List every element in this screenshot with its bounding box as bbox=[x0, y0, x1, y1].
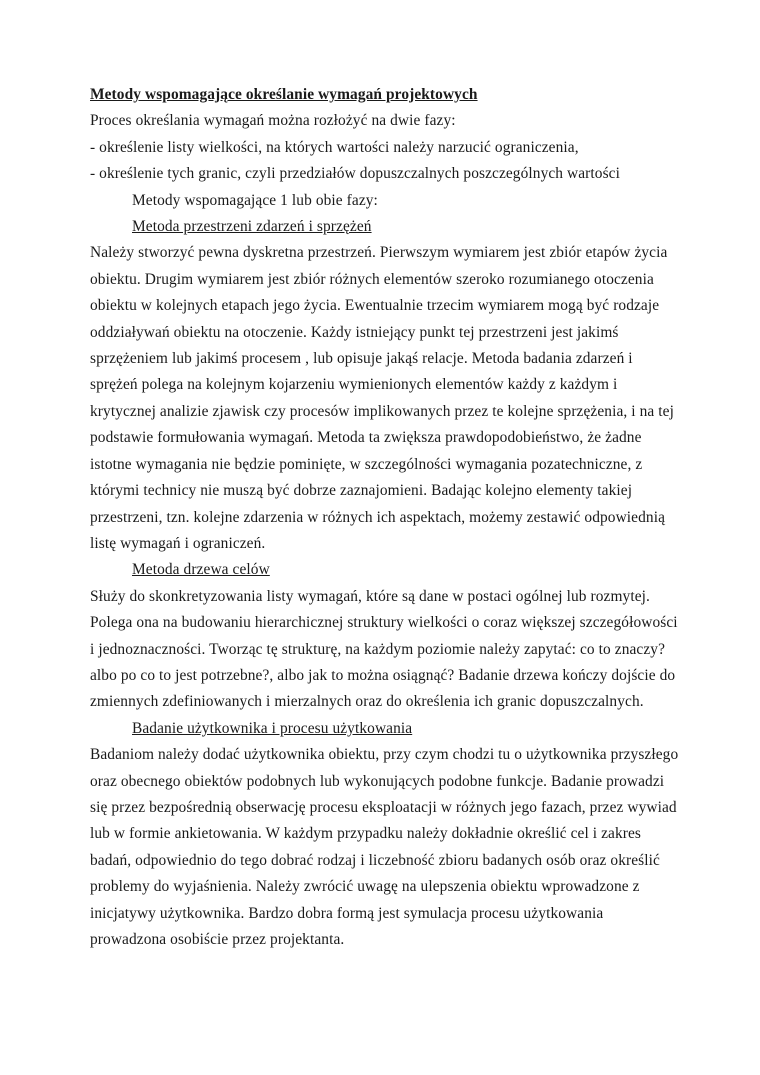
text-line: badań, odpowiednio do tego dobrać rodzaj i liczebność zbioru badanych osób oraz określić bbox=[90, 851, 660, 869]
text-line: istotne wymagania nie będzie pominięte, w szczególności wymagania pozatechniczne, z bbox=[90, 455, 643, 473]
text-line: oddziaływań obiektu na otoczenie. Każdy istniejący punkt tej przestrzeni jest jakimś bbox=[90, 323, 619, 341]
text-line: podstawie formułowania wymagań. Metoda ta zwiększa prawdopodobieństwo, że żadne bbox=[90, 429, 642, 447]
text-line: przestrzeni, tzn. kolejne zdarzenia w różnych ich aspektach, możemy zestawić odpowiednią bbox=[90, 508, 666, 526]
text-line: się przez bezpośrednią obserwację procesu eksploatacji w różnych jego fazach, przez wywiad bbox=[90, 798, 677, 816]
text-line: lub w formie ankietowania. W każdym przypadku należy dokładnie określić cel i zakres bbox=[90, 825, 642, 843]
text-line: Służy do skonkretyzowania listy wymagań, które są dane w postaci ogólnej lub rozmytej. bbox=[90, 587, 650, 605]
text-line: Należy stworzyć pewna dyskretna przestrzeń. Pierwszym wymiarem jest zbiór etapów życia bbox=[90, 244, 668, 262]
text-line: krytycznej analizie zjawisk czy procesów implikowanych przez te kolejne sprzężenia, i na tej bbox=[90, 402, 674, 420]
text-line: - określenie tych granic, czyli przedziałów dopuszczalnych poszczególnych wartości bbox=[90, 165, 620, 183]
text-line: prowadzona osobiście przez projektanta. bbox=[90, 931, 345, 948]
document-title: Metody wspomagające określanie wymagań projektowych bbox=[90, 86, 478, 103]
text-line: którymi technicy nie muszą być dobrze zaznajomieni. Badając kolejno elementy takiej bbox=[90, 482, 633, 500]
text-line: Metody wspomagające 1 lub obie fazy: bbox=[132, 191, 378, 209]
text-line: Badaniom należy dodać użytkownika obiektu, przy czym chodzi tu o użytkownika przyszłego bbox=[90, 746, 679, 764]
section-heading: Badanie użytkownika i procesu użytkowania bbox=[132, 719, 413, 737]
text-line: Polega ona na budowaniu hierarchicznej struktury wielkości o coraz większej szczegółowości bbox=[90, 614, 678, 632]
text-line: zmiennych zdefiniowanych i mierzalnych oraz do określenia ich granic dopuszczalnych. bbox=[90, 693, 644, 711]
text-line: albo po co to jest potrzebne?, albo jak to można osiągnąć? Badanie drzewa kończy dojście do bbox=[90, 666, 676, 684]
text-line: listę wymagań i ograniczeń. bbox=[90, 534, 266, 552]
text-line: oraz obecnego obiektów podobnych lub wykonujących podobne funkcje. Badanie prowadzi bbox=[90, 772, 665, 790]
section-heading: Metoda przestrzeni zdarzeń i sprzężeń bbox=[132, 218, 372, 236]
text-line: obiektu w kolejnych etapach jego życia. Ewentualnie trzecim wymiarem mogą być rodzaje bbox=[90, 297, 660, 315]
text-line: - określenie listy wielkości, na których wartości należy narzucić ograniczenia, bbox=[90, 138, 579, 156]
text-line: sprężeń polega na kolejnym kojarzeniu wymienionych elementów każdy z każdym i bbox=[90, 376, 618, 394]
text-line: problemy do wyjaśnienia. Należy zwrócić uwagę na ulepszenia obiektu wprowadzone z bbox=[90, 878, 640, 896]
text-line: Proces określania wymagań można rozłożyć na dwie fazy: bbox=[90, 112, 456, 130]
text-line: obiektu. Drugim wymiarem jest zbiór różnych elementów szeroko rozumianego otoczenia bbox=[90, 270, 654, 288]
text-line: sprzężeniem lub jakimś procesem , lub opisuje jakąś relacje. Metoda badania zdarzeń i bbox=[90, 350, 633, 368]
text-line: inicjatywy użytkownika. Bardzo dobra formą jest symulacja procesu użytkowania bbox=[90, 904, 604, 922]
document-body bbox=[90, 82, 722, 953]
section-heading: Metoda drzewa celów bbox=[132, 561, 270, 579]
text-line: i jednoznaczności. Tworząc tę strukturę, na każdym poziomie należy zapytać: co to znaczy? bbox=[90, 640, 666, 658]
